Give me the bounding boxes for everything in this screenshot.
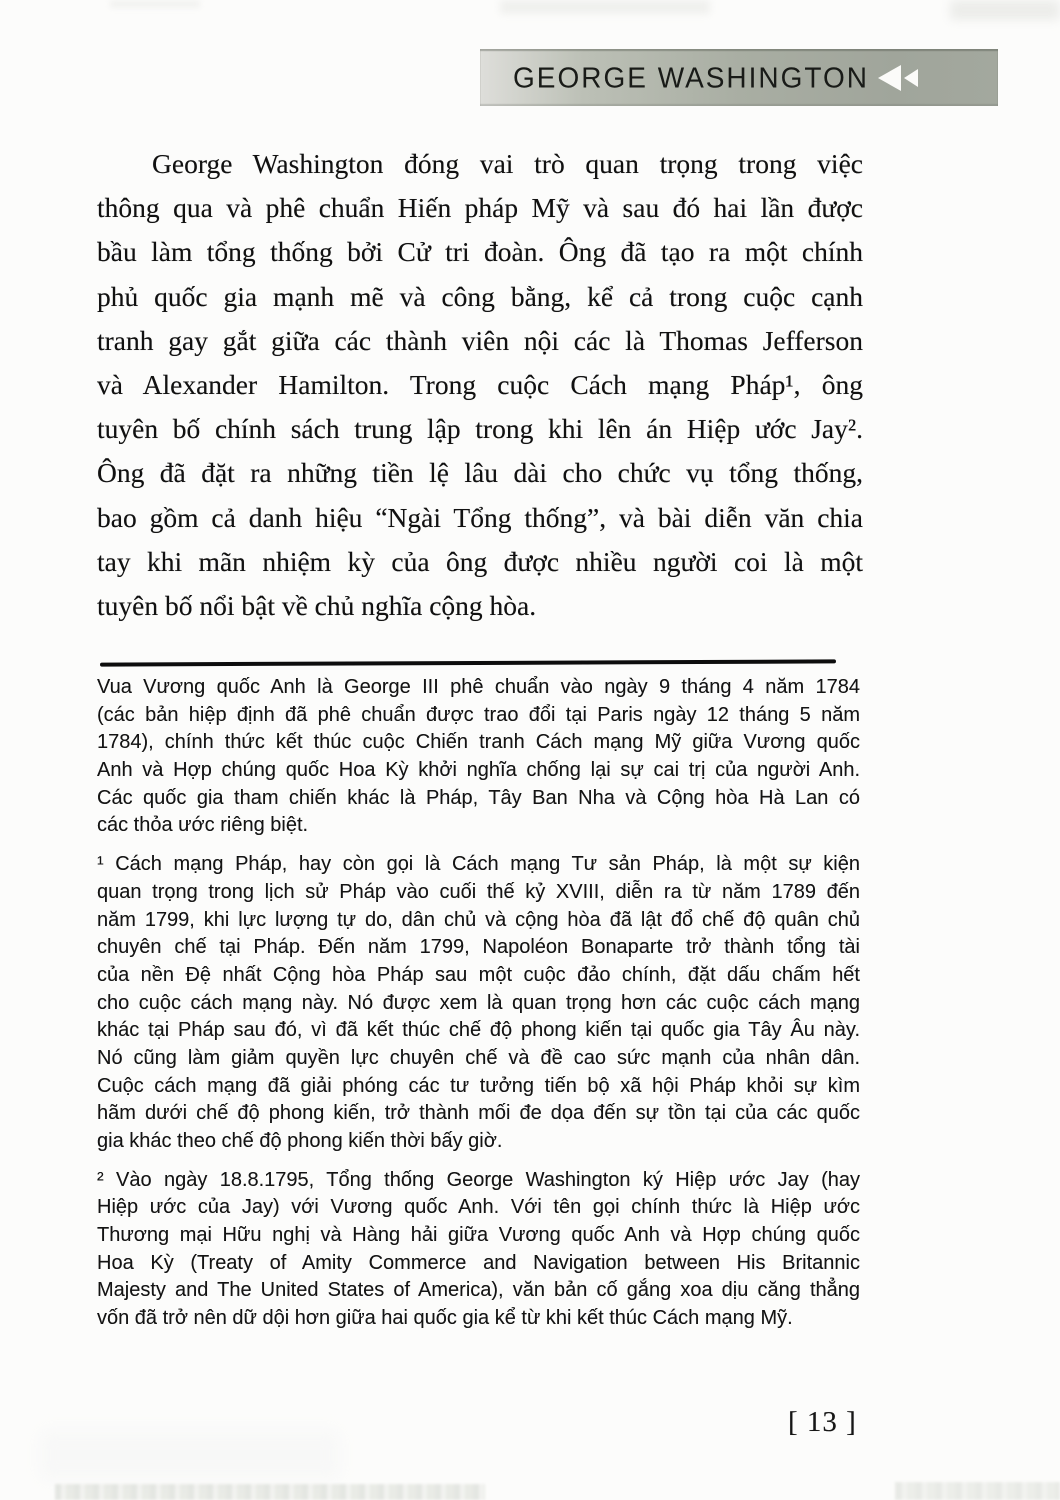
footnote-2 [97, 1167, 860, 1333]
left-triangle-large-icon [878, 65, 901, 91]
double-left-arrows-icon [878, 65, 918, 91]
body-line: tuyên bố chính sách trung lập trong khi lên án Hiệp ước Jay². [97, 413, 863, 445]
body-line: phủ quốc gia mạnh mẽ và công bằng, kể cả trong cuộc cạnh [97, 280, 863, 312]
scan-smudge [500, 0, 710, 14]
scan-smudge [110, 0, 200, 8]
footnote-line: cho cuộc cách mạng này. Nó được xem là quan trọng hơn các cuộc cách mạng [97, 991, 860, 1014]
footnote-1 [97, 851, 860, 1156]
scan-smudge [950, 0, 1060, 20]
footnote-line: Cuộc cách mạng đã giải phóng các tư tưởng tiến bộ xã hội Pháp khỏi sự kìm [97, 1074, 860, 1097]
footnote-line: ² Vào ngày 18.8.1795, Tổng thống George Washington ký Hiệp ước Jay (hay [97, 1168, 860, 1191]
body-paragraph [97, 142, 863, 628]
chapter-header-bar [480, 49, 998, 106]
footnotes-section [97, 674, 860, 1333]
footnote-continuation [97, 674, 860, 840]
footnote-line: khác tại Pháp sau đó, vì đã kết thúc chế độ phong kiến tại quốc gia Tây Âu này. [97, 1019, 860, 1042]
footnote-line: chuyên chế tại Pháp. Đến năm 1799, Napoléon Bonaparte trở thành tổng tài [97, 936, 860, 959]
footnote-line: Hiệp ước của Jay) với Vương quốc Anh. Với tên gọi chính thức là Hiệp ước [97, 1196, 860, 1219]
footnote-line: Majesty and The United States of America), văn bản cố gắng xoa dịu căng thẳng [97, 1279, 860, 1302]
footnote-line: gia khác theo chế độ phong kiến thời bấy giờ. [97, 1130, 503, 1152]
scan-smudge [895, 1482, 1060, 1500]
body-line: và Alexander Hamilton. Trong cuộc Cách mạng Pháp¹, ông [97, 368, 863, 400]
body-line: tuyên bố nổi bật về chủ nghĩa cộng hòa. [97, 589, 537, 621]
footnote-line: vốn đã trở nên dữ dội hơn giữa hai quốc gia kể từ khi kết thúc Cách mạng Mỹ. [97, 1307, 793, 1330]
footnote-line: ¹ Cách mạng Pháp, hay còn gọi là Cách mạng Tư sản Pháp, là một sự kiện [97, 853, 860, 876]
footnote-line: Nó cũng làm giảm quyền lực chuyên chế và đề cao sức mạnh của nhân dân. [97, 1046, 860, 1069]
footnote-line: (các bản hiệp định đã phê chuẩn được trao đổi tại Paris ngày 12 tháng 5 năm [97, 703, 860, 726]
body-line: bầu làm tổng thống bởi Cử tri đoàn. Ông đã tạo ra một chính [97, 236, 863, 268]
footnote-line: Hoa Kỳ (Treaty of Amity Commerce and Navigation between His Britannic [97, 1251, 860, 1274]
footnote-line: năm 1799, khi lực lượng tự do, dân chủ và cộng hòa đã lật đổ chế độ quân chủ [97, 908, 860, 931]
body-line: bao gồm cả danh hiệu “Ngài Tổng thống”, và bài diễn văn chia [97, 501, 863, 533]
footnote-line: Thương mại Hữu nghị và Hàng hải giữa Vương quốc Anh và Hợp chúng quốc [97, 1224, 860, 1247]
chapter-title: GEORGE WASHINGTON [513, 60, 870, 94]
body-line: tay khi mãn nhiệm kỳ của ông được nhiều người coi là một [97, 545, 863, 577]
scan-smudge [40, 1430, 340, 1480]
footnote-line: Anh và Hợp chúng quốc Hoa Kỳ khởi nghĩa chống lại sự cai trị của người Anh. [97, 759, 860, 782]
page-number: [ 13 ] [788, 1406, 857, 1438]
footnote-divider [100, 659, 836, 666]
footnote-line: Vua Vương quốc Anh là George III phê chuẩn vào ngày 9 tháng 4 năm 1784 [97, 676, 860, 698]
body-line: Ông đã đặt ra những tiền lệ lâu dài cho chức vụ tổng thống, [97, 457, 863, 489]
body-line: thông qua và phê chuẩn Hiến pháp Mỹ và sau đó hai lần được [97, 192, 863, 224]
footnote-line: hãm dưới chế độ phong kiến, trở thành mối đe dọa đến sự tồn tại của các quốc [97, 1102, 860, 1125]
footnote-line: 1784), chính thức kết thúc cuộc Chiến tranh Cách mạng Mỹ giữa Vương quốc [97, 731, 860, 754]
footnote-line: quan trọng trong lịch sử Pháp vào cuối thế kỷ XVIII, diễn ra từ năm 1789 đến [97, 880, 860, 903]
scan-smudge [55, 1484, 485, 1500]
body-line: tranh gay gắt giữa các thành viên nội các là Thomas Jefferson [97, 324, 863, 356]
left-triangle-small-icon [904, 69, 918, 87]
footnote-line: Các quốc gia tham chiến khác là Pháp, Tây Ban Nha và Cộng hòa Hà Lan có [97, 786, 860, 809]
footnote-line: các thỏa ước riêng biệt. [97, 814, 309, 837]
body-line: George Washington đóng vai trò quan trọng trong việc [152, 148, 863, 179]
footnote-line: của nền Đệ nhất Cộng hòa Pháp sau một cuộc đảo chính, đặt dấu chấm hết [97, 963, 860, 986]
